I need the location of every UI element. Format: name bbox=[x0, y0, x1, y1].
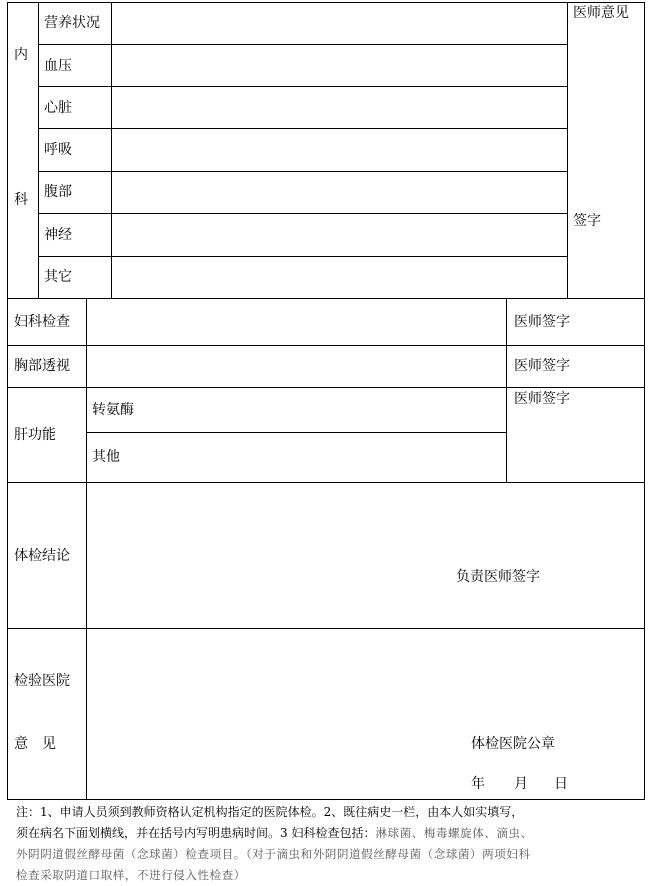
divider bbox=[506, 298, 507, 482]
responsible-doctor-signature-label: 负责医师签字 bbox=[456, 569, 540, 585]
footnote bbox=[16, 802, 644, 886]
gynecology-result-field[interactable] bbox=[87, 299, 505, 344]
exam-item-heart: 心脏 bbox=[44, 100, 72, 116]
chest-xray-result-field[interactable] bbox=[87, 346, 505, 386]
exam-item-blood-pressure: 血压 bbox=[44, 58, 72, 74]
nerve-result-field[interactable] bbox=[112, 214, 566, 255]
liver-item-transaminase: 转氨酶 bbox=[92, 402, 134, 418]
divider bbox=[38, 2, 39, 298]
other-result-field[interactable] bbox=[112, 257, 566, 297]
liver-doctor-signature-label: 医师签字 bbox=[514, 391, 570, 407]
hospital-opinion-label-line2: 意 见 bbox=[14, 736, 56, 752]
date-month-label: 月 bbox=[514, 776, 528, 792]
date-year-label: 年 bbox=[471, 776, 485, 792]
frame-right-border bbox=[644, 2, 645, 800]
exam-item-nerve: 神经 bbox=[44, 227, 72, 243]
chest-xray-doctor-signature-label: 医师签字 bbox=[514, 358, 570, 374]
liver-item-other: 其他 bbox=[92, 449, 120, 465]
hospital-opinion-label-line1: 检验医院 bbox=[14, 673, 70, 689]
exam-item-abdomen: 腹部 bbox=[44, 184, 72, 200]
blood-pressure-result-field[interactable] bbox=[112, 45, 566, 85]
gynecology-label: 妇科检查 bbox=[14, 314, 70, 330]
frame-bottom-border bbox=[7, 799, 645, 800]
doctor-opinion-label: 医师意见 bbox=[573, 5, 629, 21]
liver-other-result-field[interactable] bbox=[150, 433, 505, 481]
footnote-line-2 bbox=[16, 823, 644, 844]
heart-result-field[interactable] bbox=[112, 87, 566, 127]
nutrition-result-field[interactable] bbox=[112, 3, 566, 43]
conclusion-result-field[interactable] bbox=[87, 483, 643, 563]
gynecology-doctor-signature-label: 医师签字 bbox=[514, 314, 570, 330]
exam-item-nutrition: 营养状况 bbox=[44, 15, 100, 31]
transaminase-result-field[interactable] bbox=[150, 388, 505, 431]
internal-medicine-label-char-2: 科 bbox=[14, 192, 28, 208]
date-day-label: 日 bbox=[554, 776, 568, 792]
divider bbox=[567, 2, 568, 298]
hospital-opinion-field[interactable] bbox=[87, 629, 643, 724]
chest-xray-label: 胸部透视 bbox=[14, 358, 70, 374]
liver-function-label: 肝功能 bbox=[14, 427, 56, 443]
abdomen-result-field[interactable] bbox=[112, 172, 566, 212]
hospital-seal-label: 体检医院公章 bbox=[471, 736, 555, 752]
frame-left-border bbox=[7, 2, 8, 800]
footnote-line-1: 注：1、申请人员须到教师资格认定机构指定的医院体检。2、既往病史一栏，由本人如实填写， bbox=[16, 805, 524, 819]
footnote-line-4: 检查采取阴道口取样，不进行侵入性检查） bbox=[16, 868, 246, 882]
footnote-line-3: 外阴阴道假丝酵母菌（念球菌）检查项目。（对于滴虫和外阴阴道假丝酵母菌（念球菌）两项妇科 bbox=[16, 847, 531, 861]
internal-medicine-label-char-1: 内 bbox=[14, 47, 28, 63]
respiration-result-field[interactable] bbox=[112, 129, 566, 170]
internal-signature-label: 签字 bbox=[573, 213, 601, 229]
exam-item-respiration: 呼吸 bbox=[44, 142, 72, 158]
footnote-line-2-gray: 淋球菌、梅毒螺旋体、滴虫、 bbox=[375, 826, 533, 840]
exam-item-other: 其它 bbox=[44, 269, 72, 285]
conclusion-label: 体检结论 bbox=[14, 548, 70, 564]
footnote-line-2-main: 须在病名下面划横线，并在括号内写明患病时间。3 妇科检查包括： bbox=[16, 826, 376, 840]
